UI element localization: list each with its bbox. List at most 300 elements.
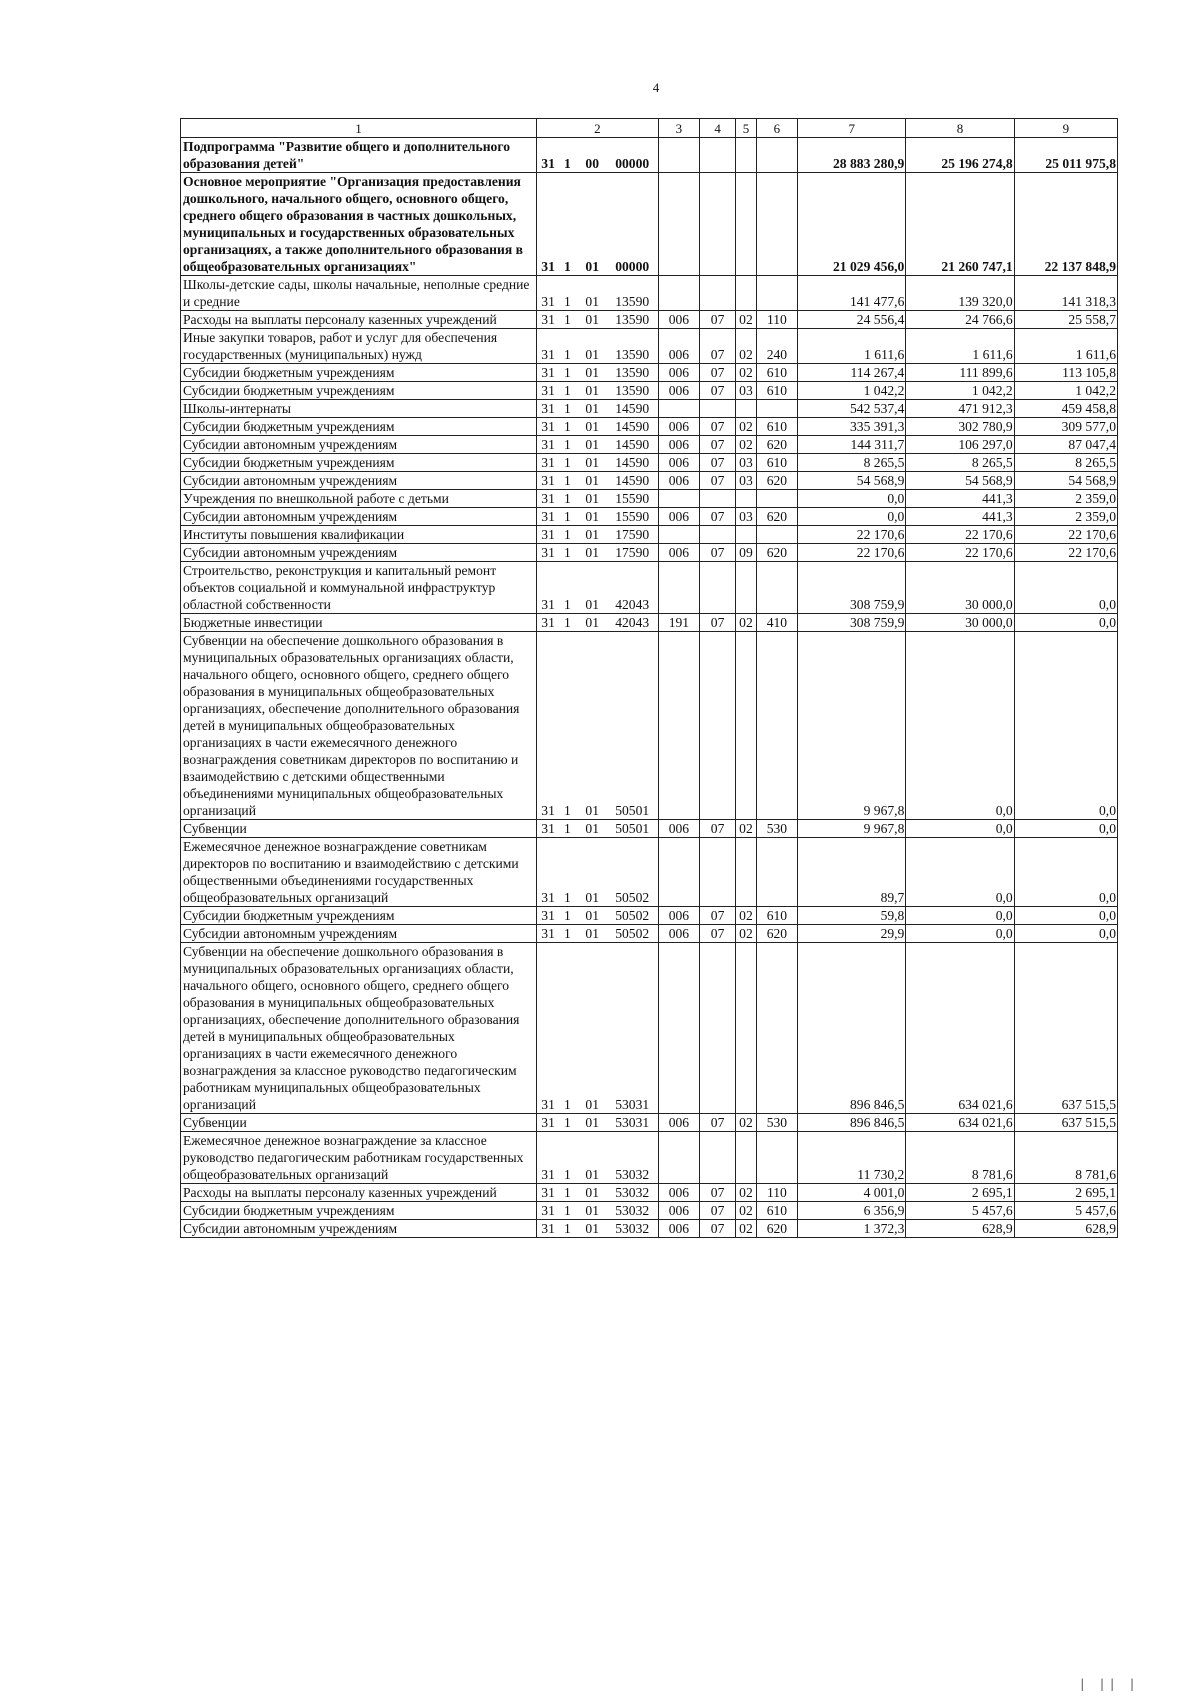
column-number: 7 — [798, 119, 906, 138]
column-number: 3 — [658, 119, 699, 138]
amount-col-9: 1 042,2 — [1014, 382, 1117, 400]
code-subsection: 02 — [736, 907, 757, 925]
table-row — [181, 364, 1118, 382]
table-row — [181, 1184, 1118, 1202]
code-department: 006 — [658, 1202, 699, 1220]
code-section: 07 — [700, 1202, 736, 1220]
code-section: 07 — [700, 454, 736, 472]
row-name: Субсидии автономным учреждениям — [181, 508, 537, 526]
amount-col-7: 6 356,9 — [798, 1202, 906, 1220]
amount-col-8: 22 170,6 — [906, 526, 1014, 544]
code-subprogram: 1 — [557, 526, 578, 544]
code-direction: 53032 — [607, 1220, 659, 1238]
row-name: Субсидии бюджетным учреждениям — [181, 418, 537, 436]
code-event: 01 — [578, 632, 607, 820]
code-subsection: 03 — [736, 472, 757, 490]
code-subsection: 03 — [736, 382, 757, 400]
row-name: Субвенции на обеспечение дошкольного образования в муниципальных образовательных организациях области, начального общего, основного общего, среднего общего образования в муниципальных общеобразовательных организациях, обеспечение дополнительного образования детей в муниципальных общеобразовательных организациях в части ежемесячного денежного вознаграждения советникам директоров по воспитанию и взаимодействию с детскими общественными объединениями муниципальных общеобразовательных организаций — [181, 632, 537, 820]
amount-col-8: 54 568,9 — [906, 472, 1014, 490]
code-section — [700, 943, 736, 1114]
code-department: 006 — [658, 436, 699, 454]
amount-col-7: 22 170,6 — [798, 526, 906, 544]
code-subprogram: 1 — [557, 454, 578, 472]
code-program: 31 — [537, 562, 558, 614]
code-section: 07 — [700, 1220, 736, 1238]
code-program: 31 — [537, 472, 558, 490]
amount-col-8: 441,3 — [906, 508, 1014, 526]
code-expense-type — [756, 490, 797, 508]
code-subprogram: 1 — [557, 1132, 578, 1184]
table-row — [181, 454, 1118, 472]
row-name: Субвенции — [181, 1114, 537, 1132]
row-name: Субсидии автономным учреждениям — [181, 544, 537, 562]
code-subprogram: 1 — [557, 907, 578, 925]
code-program: 31 — [537, 632, 558, 820]
code-section: 07 — [700, 472, 736, 490]
code-program: 31 — [537, 838, 558, 907]
code-expense-type — [756, 276, 797, 311]
table-row — [181, 1202, 1118, 1220]
code-subsection: 03 — [736, 508, 757, 526]
code-expense-type: 620 — [756, 925, 797, 943]
column-number: 6 — [756, 119, 797, 138]
column-number: 9 — [1014, 119, 1117, 138]
code-subprogram: 1 — [557, 173, 578, 276]
row-name: Подпрограмма "Развитие общего и дополнительного образования детей" — [181, 138, 537, 173]
code-event: 01 — [578, 925, 607, 943]
code-direction: 13590 — [607, 364, 659, 382]
code-event: 01 — [578, 1114, 607, 1132]
amount-col-9: 2 359,0 — [1014, 490, 1117, 508]
amount-col-8: 471 912,3 — [906, 400, 1014, 418]
code-subsection: 02 — [736, 1220, 757, 1238]
amount-col-9: 54 568,9 — [1014, 472, 1117, 490]
amount-col-8: 2 695,1 — [906, 1184, 1014, 1202]
code-department — [658, 943, 699, 1114]
code-subprogram: 1 — [557, 632, 578, 820]
amount-col-9: 5 457,6 — [1014, 1202, 1117, 1220]
amount-col-7: 11 730,2 — [798, 1132, 906, 1184]
code-direction: 50501 — [607, 632, 659, 820]
code-event: 01 — [578, 329, 607, 364]
code-department: 006 — [658, 1220, 699, 1238]
code-subprogram: 1 — [557, 311, 578, 329]
code-section: 07 — [700, 364, 736, 382]
code-expense-type: 610 — [756, 382, 797, 400]
code-subprogram: 1 — [557, 436, 578, 454]
code-event: 01 — [578, 838, 607, 907]
code-direction: 50502 — [607, 838, 659, 907]
amount-col-7: 9 967,8 — [798, 632, 906, 820]
code-section — [700, 526, 736, 544]
code-event: 01 — [578, 562, 607, 614]
code-direction: 15590 — [607, 490, 659, 508]
code-program: 31 — [537, 820, 558, 838]
table-row — [181, 436, 1118, 454]
amount-col-9: 0,0 — [1014, 907, 1117, 925]
code-department: 006 — [658, 364, 699, 382]
code-subsection — [736, 562, 757, 614]
column-number-row — [181, 119, 1118, 138]
code-direction: 53032 — [607, 1132, 659, 1184]
code-subprogram: 1 — [557, 838, 578, 907]
code-event: 01 — [578, 454, 607, 472]
code-direction: 53032 — [607, 1202, 659, 1220]
amount-col-8: 8 265,5 — [906, 454, 1014, 472]
code-department — [658, 490, 699, 508]
code-event: 01 — [578, 490, 607, 508]
code-subsection: 09 — [736, 544, 757, 562]
code-subsection: 02 — [736, 418, 757, 436]
code-expense-type: 110 — [756, 311, 797, 329]
table-row — [181, 1114, 1118, 1132]
amount-col-7: 22 170,6 — [798, 544, 906, 562]
row-name: Субсидии бюджетным учреждениям — [181, 454, 537, 472]
amount-col-7: 21 029 456,0 — [798, 173, 906, 276]
amount-col-8: 0,0 — [906, 907, 1014, 925]
amount-col-8: 111 899,6 — [906, 364, 1014, 382]
amount-col-7: 89,7 — [798, 838, 906, 907]
code-section: 07 — [700, 329, 736, 364]
code-subprogram: 1 — [557, 276, 578, 311]
code-section: 07 — [700, 1114, 736, 1132]
code-department: 006 — [658, 544, 699, 562]
table-row — [181, 138, 1118, 173]
code-department: 006 — [658, 1184, 699, 1202]
code-section — [700, 562, 736, 614]
code-department: 006 — [658, 382, 699, 400]
amount-col-8: 1 042,2 — [906, 382, 1014, 400]
row-name: Школы-интернаты — [181, 400, 537, 418]
amount-col-9: 0,0 — [1014, 925, 1117, 943]
code-event: 01 — [578, 382, 607, 400]
code-program: 31 — [537, 329, 558, 364]
amount-col-8: 24 766,6 — [906, 311, 1014, 329]
code-event: 01 — [578, 364, 607, 382]
row-name: Ежемесячное денежное вознаграждение за классное руководство педагогическим работникам государственных общеобразовательных организаций — [181, 1132, 537, 1184]
amount-col-8: 1 611,6 — [906, 329, 1014, 364]
code-program: 31 — [537, 508, 558, 526]
amount-col-8: 30 000,0 — [906, 562, 1014, 614]
code-direction: 53031 — [607, 1114, 659, 1132]
code-department — [658, 400, 699, 418]
code-section — [700, 632, 736, 820]
code-program: 31 — [537, 1132, 558, 1184]
code-department: 006 — [658, 508, 699, 526]
amount-col-9: 0,0 — [1014, 820, 1117, 838]
amount-col-8: 441,3 — [906, 490, 1014, 508]
code-section — [700, 1132, 736, 1184]
row-name: Субсидии бюджетным учреждениям — [181, 907, 537, 925]
code-subsection — [736, 490, 757, 508]
code-section: 07 — [700, 907, 736, 925]
code-direction: 00000 — [607, 138, 659, 173]
amount-col-7: 308 759,9 — [798, 562, 906, 614]
amount-col-8: 22 170,6 — [906, 544, 1014, 562]
code-subsection — [736, 1132, 757, 1184]
table-row — [181, 418, 1118, 436]
code-department — [658, 173, 699, 276]
amount-col-9: 2 695,1 — [1014, 1184, 1117, 1202]
amount-col-7: 54 568,9 — [798, 472, 906, 490]
row-name: Субсидии бюджетным учреждениям — [181, 382, 537, 400]
code-expense-type: 530 — [756, 1114, 797, 1132]
code-department: 006 — [658, 454, 699, 472]
row-name: Субвенции на обеспечение дошкольного образования в муниципальных образовательных организациях области, начального общего, основного общего, среднего общего образования в муниципальных общеобразовательных организациях, обеспечение дополнительного образования детей в муниципальных общеобразовательных организациях в части ежемесячного денежного вознаграждения за классное руководство педагогическим работникам муниципальных общеобразовательных организаций — [181, 943, 537, 1114]
code-expense-type — [756, 400, 797, 418]
code-event: 01 — [578, 614, 607, 632]
code-program: 31 — [537, 311, 558, 329]
code-subsection: 02 — [736, 925, 757, 943]
code-subprogram: 1 — [557, 418, 578, 436]
code-program: 31 — [537, 1114, 558, 1132]
amount-col-9: 637 515,5 — [1014, 943, 1117, 1114]
amount-col-7: 9 967,8 — [798, 820, 906, 838]
code-section — [700, 400, 736, 418]
code-subsection: 02 — [736, 820, 757, 838]
code-expense-type: 240 — [756, 329, 797, 364]
code-direction: 13590 — [607, 382, 659, 400]
code-direction: 13590 — [607, 311, 659, 329]
code-program: 31 — [537, 436, 558, 454]
code-section: 07 — [700, 311, 736, 329]
code-direction: 42043 — [607, 562, 659, 614]
code-section — [700, 138, 736, 173]
table-row — [181, 632, 1118, 820]
code-department: 006 — [658, 418, 699, 436]
code-direction: 50502 — [607, 907, 659, 925]
code-department: 191 — [658, 614, 699, 632]
code-subsection: 02 — [736, 364, 757, 382]
row-name: Субвенции — [181, 820, 537, 838]
amount-col-8: 139 320,0 — [906, 276, 1014, 311]
code-expense-type — [756, 632, 797, 820]
code-program: 31 — [537, 400, 558, 418]
code-event: 01 — [578, 173, 607, 276]
code-department: 006 — [658, 329, 699, 364]
code-department — [658, 632, 699, 820]
code-direction: 13590 — [607, 276, 659, 311]
amount-col-7: 0,0 — [798, 490, 906, 508]
amount-col-9: 25 558,7 — [1014, 311, 1117, 329]
code-event: 01 — [578, 907, 607, 925]
code-expense-type: 620 — [756, 508, 797, 526]
code-expense-type: 610 — [756, 1202, 797, 1220]
code-subprogram: 1 — [557, 329, 578, 364]
code-department — [658, 562, 699, 614]
amount-col-9: 22 170,6 — [1014, 544, 1117, 562]
code-event: 01 — [578, 400, 607, 418]
table-row — [181, 562, 1118, 614]
amount-col-9: 22 137 848,9 — [1014, 173, 1117, 276]
code-subprogram: 1 — [557, 382, 578, 400]
table-row — [181, 382, 1118, 400]
code-section — [700, 838, 736, 907]
code-expense-type — [756, 838, 797, 907]
amount-col-9: 0,0 — [1014, 838, 1117, 907]
code-expense-type: 610 — [756, 907, 797, 925]
table-row — [181, 838, 1118, 907]
code-event: 01 — [578, 1132, 607, 1184]
code-subsection — [736, 632, 757, 820]
code-section — [700, 276, 736, 311]
code-department — [658, 526, 699, 544]
code-section: 07 — [700, 1184, 736, 1202]
code-expense-type — [756, 138, 797, 173]
code-section: 07 — [700, 820, 736, 838]
code-expense-type: 620 — [756, 544, 797, 562]
code-direction: 50502 — [607, 925, 659, 943]
code-department: 006 — [658, 907, 699, 925]
code-direction: 14590 — [607, 436, 659, 454]
row-name: Субсидии автономным учреждениям — [181, 925, 537, 943]
amount-col-8: 30 000,0 — [906, 614, 1014, 632]
code-program: 31 — [537, 364, 558, 382]
amount-col-7: 335 391,3 — [798, 418, 906, 436]
code-department: 006 — [658, 311, 699, 329]
code-subprogram: 1 — [557, 472, 578, 490]
amount-col-9: 141 318,3 — [1014, 276, 1117, 311]
code-direction: 00000 — [607, 173, 659, 276]
code-direction: 17590 — [607, 544, 659, 562]
code-direction: 15590 — [607, 508, 659, 526]
code-subsection — [736, 838, 757, 907]
code-direction: 17590 — [607, 526, 659, 544]
code-subsection — [736, 173, 757, 276]
amount-col-9: 87 047,4 — [1014, 436, 1117, 454]
row-name: Субсидии бюджетным учреждениям — [181, 364, 537, 382]
row-name: Субсидии автономным учреждениям — [181, 436, 537, 454]
code-subsection — [736, 138, 757, 173]
amount-col-9: 113 105,8 — [1014, 364, 1117, 382]
code-event: 01 — [578, 544, 607, 562]
code-subprogram: 1 — [557, 1202, 578, 1220]
code-event: 01 — [578, 943, 607, 1114]
code-program: 31 — [537, 454, 558, 472]
code-subprogram: 1 — [557, 614, 578, 632]
row-name: Расходы на выплаты персоналу казенных учреждений — [181, 1184, 537, 1202]
code-subprogram: 1 — [557, 562, 578, 614]
amount-col-8: 5 457,6 — [906, 1202, 1014, 1220]
code-program: 31 — [537, 943, 558, 1114]
code-program: 31 — [537, 526, 558, 544]
code-expense-type — [756, 526, 797, 544]
code-expense-type: 110 — [756, 1184, 797, 1202]
row-name: Ежемесячное денежное вознаграждение советникам директоров по воспитанию и взаимодействию с детскими общественными объединениями государственных общеобразовательных организаций — [181, 838, 537, 907]
table-row — [181, 490, 1118, 508]
code-subprogram: 1 — [557, 508, 578, 526]
code-subsection — [736, 400, 757, 418]
code-event: 00 — [578, 138, 607, 173]
amount-col-8: 634 021,6 — [906, 1114, 1014, 1132]
code-program: 31 — [537, 544, 558, 562]
amount-col-9: 309 577,0 — [1014, 418, 1117, 436]
code-subprogram: 1 — [557, 364, 578, 382]
amount-col-8: 0,0 — [906, 925, 1014, 943]
code-section: 07 — [700, 544, 736, 562]
code-subsection: 02 — [736, 311, 757, 329]
budget-table — [180, 118, 1118, 1238]
code-event: 01 — [578, 1184, 607, 1202]
row-name: Субсидии бюджетным учреждениям — [181, 1202, 537, 1220]
table-row — [181, 311, 1118, 329]
code-event: 01 — [578, 276, 607, 311]
code-direction: 42043 — [607, 614, 659, 632]
code-expense-type — [756, 173, 797, 276]
code-subprogram: 1 — [557, 925, 578, 943]
amount-col-9: 25 011 975,8 — [1014, 138, 1117, 173]
amount-col-9: 22 170,6 — [1014, 526, 1117, 544]
table-row — [181, 526, 1118, 544]
code-subprogram: 1 — [557, 1114, 578, 1132]
code-department — [658, 138, 699, 173]
code-subprogram: 1 — [557, 943, 578, 1114]
table-row — [181, 329, 1118, 364]
code-subsection — [736, 526, 757, 544]
code-subsection: 02 — [736, 1202, 757, 1220]
code-section: 07 — [700, 436, 736, 454]
code-program: 31 — [537, 925, 558, 943]
code-direction: 14590 — [607, 454, 659, 472]
code-direction: 53031 — [607, 943, 659, 1114]
code-department — [658, 838, 699, 907]
row-name: Расходы на выплаты персоналу казенных учреждений — [181, 311, 537, 329]
code-subprogram: 1 — [557, 1184, 578, 1202]
table-row — [181, 925, 1118, 943]
table-row — [181, 1220, 1118, 1238]
code-department: 006 — [658, 1114, 699, 1132]
code-expense-type: 620 — [756, 436, 797, 454]
code-event: 01 — [578, 436, 607, 454]
amount-col-7: 0,0 — [798, 508, 906, 526]
amount-col-8: 0,0 — [906, 820, 1014, 838]
column-number: 8 — [906, 119, 1014, 138]
code-event: 01 — [578, 311, 607, 329]
column-number: 2 — [537, 119, 659, 138]
code-event: 01 — [578, 472, 607, 490]
code-subprogram: 1 — [557, 138, 578, 173]
amount-col-9: 0,0 — [1014, 562, 1117, 614]
amount-col-7: 896 846,5 — [798, 943, 906, 1114]
row-name: Бюджетные инвестиции — [181, 614, 537, 632]
amount-col-7: 144 311,7 — [798, 436, 906, 454]
code-event: 01 — [578, 508, 607, 526]
code-subprogram: 1 — [557, 490, 578, 508]
code-expense-type: 610 — [756, 454, 797, 472]
amount-col-8: 0,0 — [906, 632, 1014, 820]
column-number: 5 — [736, 119, 757, 138]
scan-edge-marks: | || | — [1080, 1677, 1140, 1691]
code-direction: 50501 — [607, 820, 659, 838]
code-expense-type: 620 — [756, 1220, 797, 1238]
amount-col-9: 8 781,6 — [1014, 1132, 1117, 1184]
amount-col-7: 542 537,4 — [798, 400, 906, 418]
amount-col-9: 2 359,0 — [1014, 508, 1117, 526]
row-name: Основное мероприятие "Организация предоставления дошкольного, начального общего, основного общего, среднего общего образования в частных дошкольных, муниципальных и государственных образовательных организациях, а также дополнительного образования в общеобразовательных организациях" — [181, 173, 537, 276]
code-subsection — [736, 943, 757, 1114]
code-direction: 13590 — [607, 329, 659, 364]
amount-col-8: 25 196 274,8 — [906, 138, 1014, 173]
code-section: 07 — [700, 614, 736, 632]
code-expense-type: 410 — [756, 614, 797, 632]
code-section — [700, 490, 736, 508]
code-direction: 53032 — [607, 1184, 659, 1202]
code-event: 01 — [578, 1202, 607, 1220]
amount-col-9: 628,9 — [1014, 1220, 1117, 1238]
code-direction: 14590 — [607, 400, 659, 418]
table-row — [181, 614, 1118, 632]
amount-col-8: 0,0 — [906, 838, 1014, 907]
